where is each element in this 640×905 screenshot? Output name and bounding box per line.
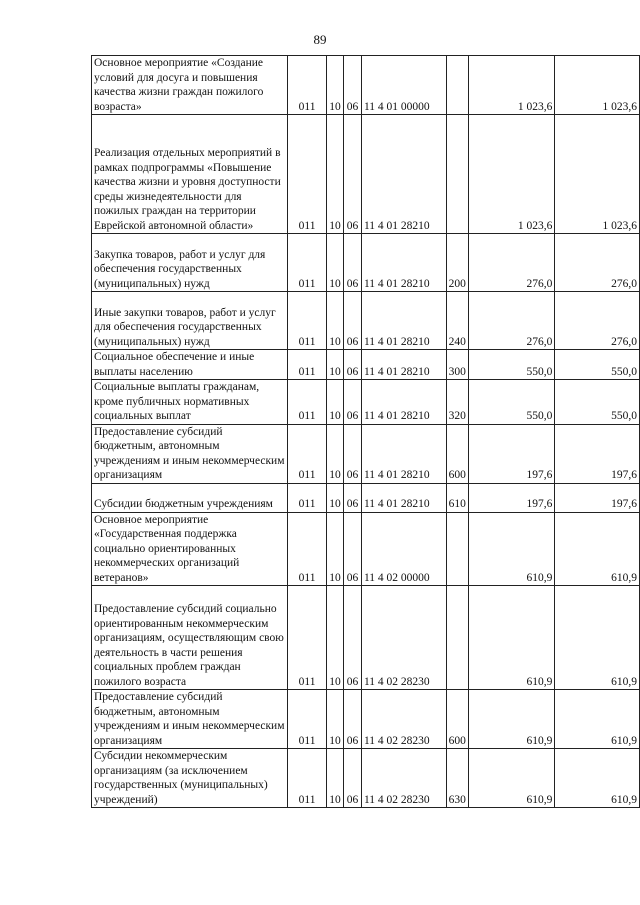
amount-cell-year1: 610,9 bbox=[468, 749, 555, 808]
admin-code-cell: 011 bbox=[288, 380, 327, 425]
table-row bbox=[92, 424, 640, 483]
target-article-code-cell: 11 4 01 00000 bbox=[361, 56, 446, 115]
amount-cell-year2: 610,9 bbox=[555, 690, 640, 749]
subsection-code-cell: 06 bbox=[343, 586, 361, 690]
table-row bbox=[92, 483, 640, 512]
table-row bbox=[92, 690, 640, 749]
amount-cell-year1: 276,0 bbox=[468, 234, 555, 292]
amount-cell-year1: 610,9 bbox=[468, 586, 555, 690]
target-article-code-cell: 11 4 02 00000 bbox=[361, 512, 446, 586]
amount-cell-year2: 276,0 bbox=[555, 234, 640, 292]
expense-type-code-cell bbox=[446, 115, 468, 234]
row-name-cell: Социальные выплаты гражданам, кроме публичных нормативных социальных выплат bbox=[92, 380, 288, 425]
table-row bbox=[92, 380, 640, 425]
admin-code-cell: 011 bbox=[288, 512, 327, 586]
amount-cell-year2: 550,0 bbox=[555, 350, 640, 380]
amount-cell-year1: 550,0 bbox=[468, 350, 555, 380]
section-code-cell: 10 bbox=[327, 586, 344, 690]
expense-type-code-cell bbox=[446, 56, 468, 115]
admin-code-cell: 011 bbox=[288, 350, 327, 380]
admin-code-cell: 011 bbox=[288, 586, 327, 690]
subsection-code-cell: 06 bbox=[343, 380, 361, 425]
amount-cell-year1: 197,6 bbox=[468, 424, 555, 483]
amount-cell-year2: 197,6 bbox=[555, 483, 640, 512]
row-name-cell: Основное мероприятие «Создание условий для досуга и повышения качества жизни граждан пожилого возраста» bbox=[92, 56, 288, 115]
amount-cell-year1: 276,0 bbox=[468, 292, 555, 350]
amount-cell-year1: 550,0 bbox=[468, 380, 555, 425]
row-name-cell: Предоставление субсидий бюджетным, автономным учреждениям и иным некоммерческим организациям bbox=[92, 690, 288, 749]
subsection-code-cell: 06 bbox=[343, 350, 361, 380]
section-code-cell: 10 bbox=[327, 350, 344, 380]
section-code-cell: 10 bbox=[327, 483, 344, 512]
subsection-code-cell: 06 bbox=[343, 115, 361, 234]
row-name-cell: Реализация отдельных мероприятий в рамках подпрограммы «Повышение качества жизни и уровня доступности среды жизнедеятельности для пожилых граждан на территории Еврейской автономной области» bbox=[92, 115, 288, 234]
amount-cell-year1: 610,9 bbox=[468, 512, 555, 586]
section-code-cell: 10 bbox=[327, 424, 344, 483]
target-article-code-cell: 11 4 01 28210 bbox=[361, 424, 446, 483]
target-article-code-cell: 11 4 01 28210 bbox=[361, 292, 446, 350]
target-article-code-cell: 11 4 02 28230 bbox=[361, 749, 446, 808]
admin-code-cell: 011 bbox=[288, 690, 327, 749]
expense-type-code-cell: 240 bbox=[446, 292, 468, 350]
admin-code-cell: 011 bbox=[288, 292, 327, 350]
section-code-cell: 10 bbox=[327, 512, 344, 586]
expense-type-code-cell: 200 bbox=[446, 234, 468, 292]
subsection-code-cell: 06 bbox=[343, 424, 361, 483]
admin-code-cell: 011 bbox=[288, 234, 327, 292]
amount-cell-year1: 1 023,6 bbox=[468, 115, 555, 234]
admin-code-cell: 011 bbox=[288, 483, 327, 512]
expense-type-code-cell: 610 bbox=[446, 483, 468, 512]
target-article-code-cell: 11 4 02 28230 bbox=[361, 690, 446, 749]
expense-type-code-cell: 630 bbox=[446, 749, 468, 808]
subsection-code-cell: 06 bbox=[343, 234, 361, 292]
row-name-cell: Закупка товаров, работ и услуг для обеспечения государственных (муниципальных) нужд bbox=[92, 234, 288, 292]
row-name-cell: Иные закупки товаров, работ и услуг для обеспечения государственных (муниципальных) нужд bbox=[92, 292, 288, 350]
target-article-code-cell: 11 4 01 28210 bbox=[361, 350, 446, 380]
page-number: 89 bbox=[313, 32, 327, 47]
row-name-cell: Предоставление субсидий социально ориентированным некоммерческим организациям, осуществляющим свою деятельность в части решения социальных проблем граждан пожилого возраста bbox=[92, 586, 288, 690]
target-article-code-cell: 11 4 01 28210 bbox=[361, 483, 446, 512]
subsection-code-cell: 06 bbox=[343, 483, 361, 512]
amount-cell-year2: 610,9 bbox=[555, 512, 640, 586]
table-row bbox=[92, 749, 640, 808]
section-code-cell: 10 bbox=[327, 690, 344, 749]
target-article-code-cell: 11 4 01 28210 bbox=[361, 234, 446, 292]
table-row bbox=[92, 234, 640, 292]
expense-type-code-cell: 320 bbox=[446, 380, 468, 425]
table-row bbox=[92, 56, 640, 115]
subsection-code-cell: 06 bbox=[343, 56, 361, 115]
target-article-code-cell: 11 4 01 28210 bbox=[361, 115, 446, 234]
section-code-cell: 10 bbox=[327, 234, 344, 292]
table-row bbox=[92, 115, 640, 234]
budget-table-body bbox=[92, 56, 640, 808]
section-code-cell: 10 bbox=[327, 115, 344, 234]
expense-type-code-cell bbox=[446, 512, 468, 586]
section-code-cell: 10 bbox=[327, 292, 344, 350]
row-name-cell: Субсидии бюджетным учреждениям bbox=[92, 483, 288, 512]
section-code-cell: 10 bbox=[327, 749, 344, 808]
amount-cell-year2: 276,0 bbox=[555, 292, 640, 350]
section-code-cell: 10 bbox=[327, 380, 344, 425]
budget-table bbox=[91, 55, 640, 808]
amount-cell-year1: 1 023,6 bbox=[468, 56, 555, 115]
expense-type-code-cell: 300 bbox=[446, 350, 468, 380]
amount-cell-year2: 550,0 bbox=[555, 380, 640, 425]
target-article-code-cell: 11 4 01 28210 bbox=[361, 380, 446, 425]
table-row bbox=[92, 350, 640, 380]
amount-cell-year1: 610,9 bbox=[468, 690, 555, 749]
admin-code-cell: 011 bbox=[288, 56, 327, 115]
subsection-code-cell: 06 bbox=[343, 512, 361, 586]
expense-type-code-cell: 600 bbox=[446, 690, 468, 749]
table-row bbox=[92, 512, 640, 586]
amount-cell-year1: 197,6 bbox=[468, 483, 555, 512]
row-name-cell: Субсидии некоммерческим организациям (за исключением государственных (муниципальных) учреждений) bbox=[92, 749, 288, 808]
subsection-code-cell: 06 bbox=[343, 292, 361, 350]
admin-code-cell: 011 bbox=[288, 749, 327, 808]
subsection-code-cell: 06 bbox=[343, 749, 361, 808]
row-name-cell: Предоставление субсидий бюджетным, автономным учреждениям и иным некоммерческим организациям bbox=[92, 424, 288, 483]
target-article-code-cell: 11 4 02 28230 bbox=[361, 586, 446, 690]
amount-cell-year2: 1 023,6 bbox=[555, 56, 640, 115]
amount-cell-year2: 197,6 bbox=[555, 424, 640, 483]
amount-cell-year2: 610,9 bbox=[555, 749, 640, 808]
amount-cell-year2: 610,9 bbox=[555, 586, 640, 690]
table-row bbox=[92, 586, 640, 690]
section-code-cell: 10 bbox=[327, 56, 344, 115]
amount-cell-year2: 1 023,6 bbox=[555, 115, 640, 234]
subsection-code-cell: 06 bbox=[343, 690, 361, 749]
row-name-cell: Основное мероприятие «Государственная поддержка социально ориентированных некоммерческих организаций ветеранов» bbox=[92, 512, 288, 586]
expense-type-code-cell: 600 bbox=[446, 424, 468, 483]
expense-type-code-cell bbox=[446, 586, 468, 690]
row-name-cell: Социальное обеспечение и иные выплаты населению bbox=[92, 350, 288, 380]
admin-code-cell: 011 bbox=[288, 115, 327, 234]
table-row bbox=[92, 292, 640, 350]
admin-code-cell: 011 bbox=[288, 424, 327, 483]
